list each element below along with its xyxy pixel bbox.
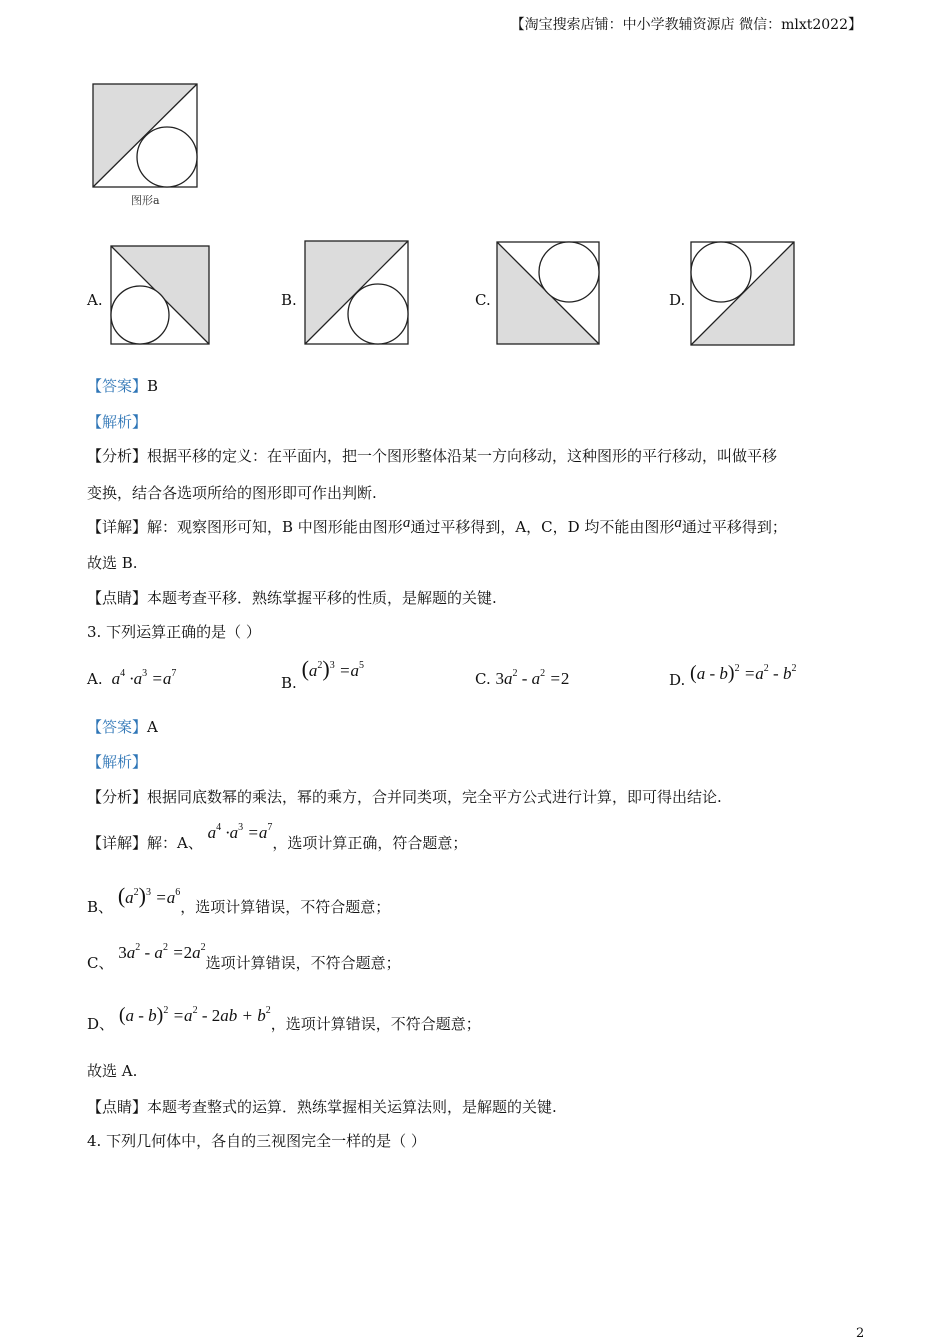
q3-option-b-label: B.	[281, 674, 297, 692]
q3-fenxi	[87, 786, 722, 807]
q2-conclusion: 故选 B.	[87, 554, 138, 572]
page-header: 【淘宝搜索店铺：中小学教辅资源店 微信：mlxt2022】	[510, 17, 862, 33]
answer-value: A	[147, 718, 158, 736]
xiangjie-var-2: a	[674, 515, 682, 531]
fenxi-text: 根据平移的定义：在平面内，把一个图形整体沿某一方向移动，这种图形的平行移动，叫做平移	[147, 447, 778, 465]
q4-question: 4. 下列几何体中，各自的三视图完全一样的是（ ）	[87, 1132, 426, 1150]
xiangjie-c-prefix: C、	[87, 954, 114, 972]
xiangjie-text-c: 通过平移得到；	[681, 518, 787, 536]
xiangjie-tag: 【详解】	[87, 518, 148, 536]
option-d-label: D.	[669, 291, 686, 309]
xiangjie-c-formula: $3a^2 - a^2 =2a^2$	[118, 942, 206, 962]
q3-conclusion: 故选 A.	[87, 1062, 138, 1080]
q3-option-a-label: A.	[87, 670, 103, 688]
dianjing-text: 本题考查平移．熟练掌握平移的性质，是解题的关键.	[147, 589, 497, 607]
analysis-tag: 【解析】	[87, 753, 148, 771]
answer-value: B	[147, 377, 159, 395]
q3-option-c-formula: $3a^2 - a^2 =2$	[495, 668, 570, 688]
option-c-figure	[496, 241, 602, 347]
q3-question: 3. 下列运算正确的是（ ）	[87, 623, 261, 641]
q3-option-c-label: C.	[475, 670, 491, 688]
xiangjie-a-prefix: 解：A、	[147, 834, 203, 852]
xiangjie-var-1: a	[402, 515, 411, 531]
q2-fenxi-line2: 变换，结合各选项所给的图形即可作出判断.	[87, 484, 377, 502]
q3-option-a	[87, 668, 176, 689]
page-number: 2	[856, 1326, 865, 1341]
xiangjie-a-suffix: ，选项计算正确，符合题意；	[272, 834, 468, 852]
dianjing-tag: 【点睛】	[87, 589, 148, 607]
q3-option-c	[475, 668, 569, 689]
xiangjie-a-formula: $a^4 \cdot a^3 =a^7$	[207, 822, 273, 842]
q3-xiangjie-c	[87, 942, 401, 973]
figure-a	[92, 83, 200, 189]
q3-answer	[87, 716, 158, 737]
analysis-tag: 【解析】	[87, 413, 148, 431]
q3-option-a-formula: $a^4 \cdot a^3 =a^7$	[107, 668, 177, 688]
answer-tag: 【答案】	[87, 377, 148, 395]
fenxi-text: 根据同底数幂的乘法，幂的乘方，合并同类项，完全平方公式进行计算，即可得出结论.	[147, 788, 722, 806]
q3-option-d-label: D.	[669, 671, 686, 689]
xiangjie-d-suffix: ，选项计算错误，不符合题意；	[270, 1015, 481, 1033]
xiangjie-d-formula: $(a - b)^2 =a^2 - 2ab + b^2$	[118, 1004, 271, 1026]
figure-a-caption: 图形a	[131, 194, 160, 207]
xiangjie-text-a: 解：观察图形可知，B 中图形能由图形	[147, 518, 403, 536]
dianjing-text: 本题考查整式的运算．熟练掌握相关运算法则，是解题的关键.	[147, 1098, 557, 1116]
q3-option-b-formula: $(a^2)^3 =a^5$	[301, 656, 364, 681]
xiangjie-text-b: 通过平移得到，A，C，D 均不能由图形	[410, 518, 675, 536]
xiangjie-tag: 【详解】	[87, 834, 148, 852]
q2-xiangjie-line1	[87, 516, 787, 537]
q2-dianjing	[87, 587, 497, 608]
fenxi-tag: 【分析】	[87, 788, 148, 806]
q3-xiangjie-a	[87, 822, 468, 853]
option-c-label: C.	[475, 291, 491, 309]
option-d-figure	[690, 241, 798, 349]
q3-xiangjie-d	[87, 1004, 481, 1035]
xiangjie-b-formula: $(a^2)^3 =a^6$	[117, 883, 181, 908]
option-a-label: A.	[87, 291, 103, 309]
answer-tag: 【答案】	[87, 718, 148, 736]
xiangjie-b-suffix: ，选项计算错误，不符合题意；	[180, 898, 391, 916]
option-b-figure	[304, 240, 410, 347]
q3-dianjing	[87, 1096, 557, 1117]
q3-option-d-formula: $(a - b)^2 =a^2 - b^2$	[690, 662, 797, 684]
q3-option-d	[669, 662, 797, 691]
xiangjie-b-prefix: B、	[87, 898, 114, 916]
q2-answer	[87, 375, 158, 396]
option-b-label: B.	[281, 291, 297, 309]
q3-option-b	[281, 656, 364, 694]
option-a-figure	[110, 245, 212, 347]
fenxi-tag: 【分析】	[87, 447, 148, 465]
dianjing-tag: 【点睛】	[87, 1098, 148, 1116]
q2-fenxi-line1	[87, 445, 777, 466]
q3-xiangjie-b	[87, 883, 391, 918]
xiangjie-d-prefix: D、	[87, 1015, 115, 1033]
xiangjie-c-suffix: 选项计算错误，不符合题意；	[205, 954, 401, 972]
